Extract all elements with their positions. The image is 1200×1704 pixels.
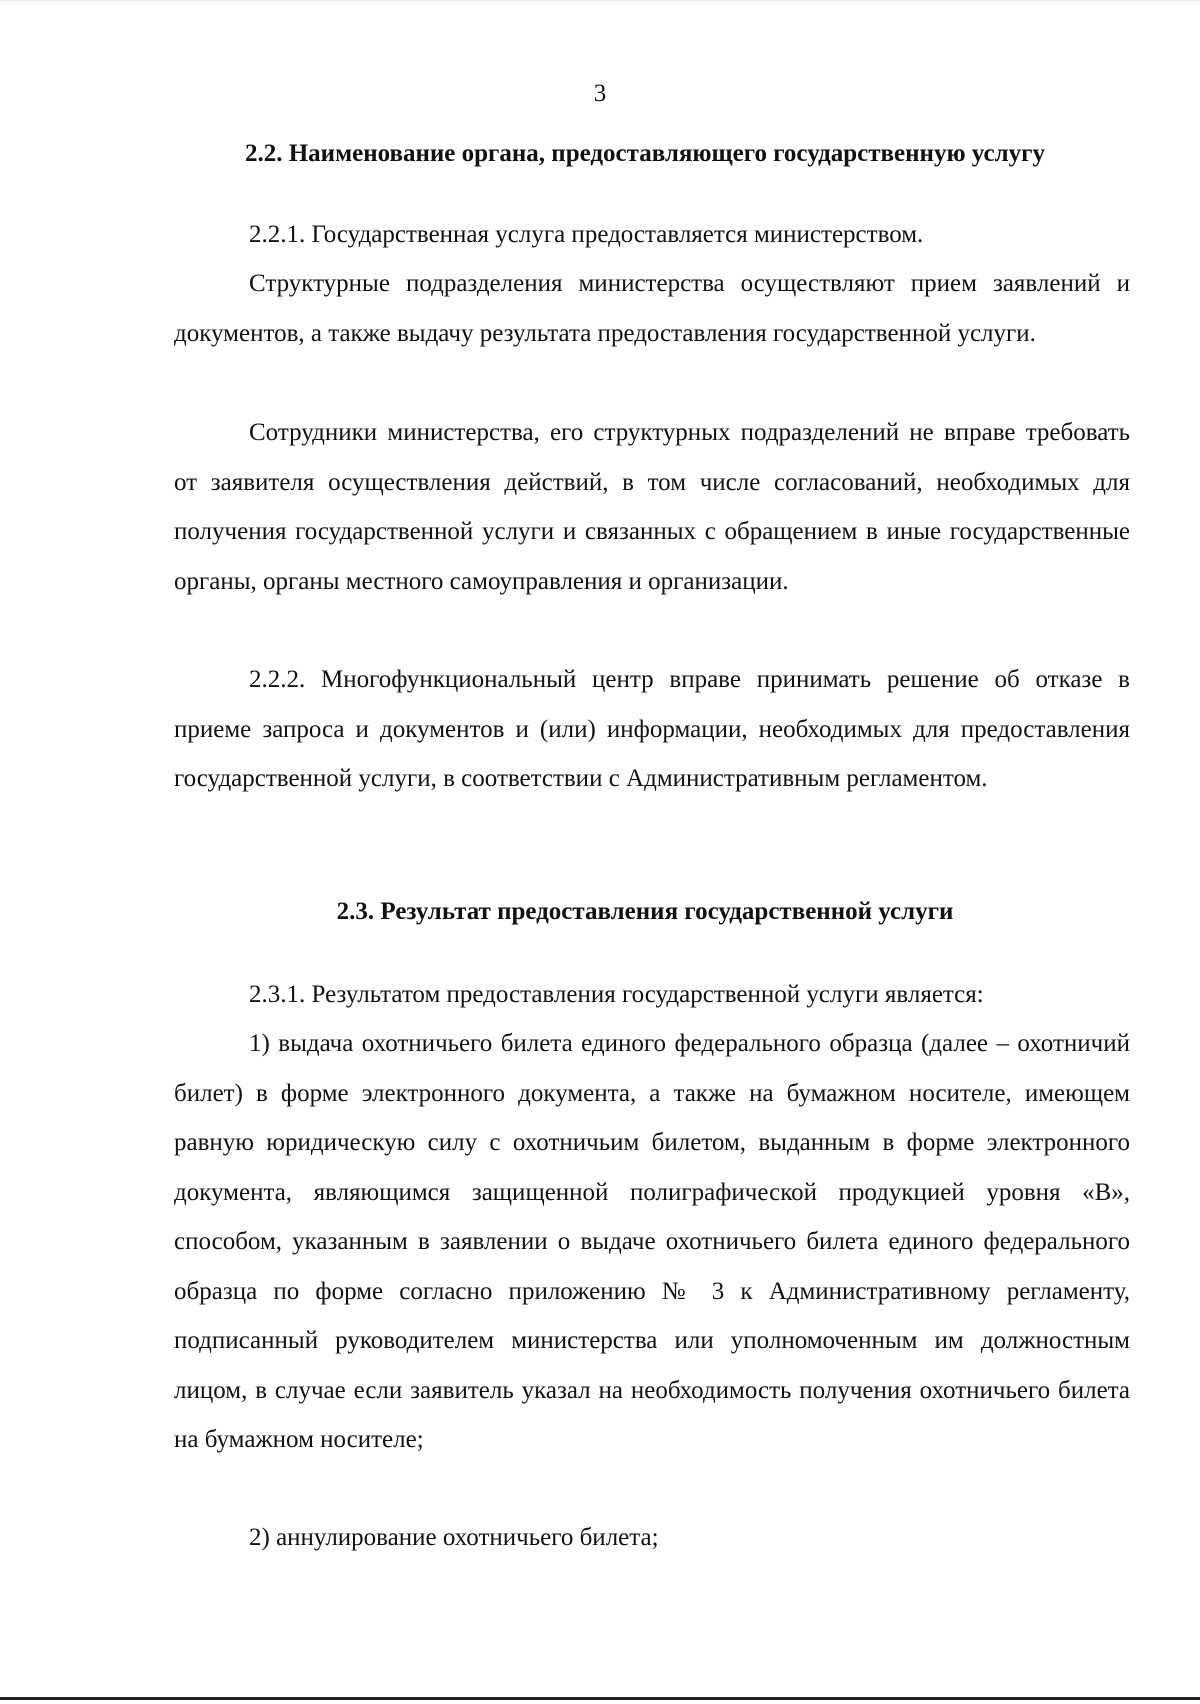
list-item-1: 1) выдача охотничьего билета единого федерального образца (далее – охотничий билет) в форме электронного документа, а также на бумажном носителе, имеющем равную юридическую силу с охотничьим билетом, выданным в форме электронного документа, являющимся защищенной полиграфической продукцией уровня «В», способом, указанным в заявлении о выдаче охотничьего билета единого федерального образца по форме согласно приложению № 3 к Административному регламенту, подписанный руководителем министерства или уполномоченным им должностным лицом, в случае если заявитель указал на необходимость получения охотничьего билета на бумажном носителе; — [174, 1030, 1130, 1453]
section-heading-2-2: 2.2. Наименование органа, предоставляющего государственную услугу — [244, 140, 1046, 167]
paragraph-2-2-2: 2.2.2. Многофункциональный центр вправе принимать решение об отказе в приеме запроса и документов и (или) информации, необходимых для предоставления государственной услуги, в соответствии с Административным регламентом. — [174, 666, 1130, 792]
paragraph-2-3-1: 2.3.1. Результатом предоставления государственной услуги является: — [249, 981, 984, 1008]
scan-edge — [0, 0, 1200, 2]
paragraph-2-2-1: 2.2.1. Государственная услуга предоставляется министерством. — [249, 221, 924, 248]
section-heading-2-3: 2.3. Результат предоставления государственной услуги — [336, 898, 954, 925]
paragraph-structural-units: Структурные подразделения министерства осуществляют прием заявлений и документов, а также выдачу результата предоставления государственной услуги. — [174, 270, 1130, 347]
scan-bottom-border — [0, 1697, 1200, 1700]
paragraph-employees-restriction: Сотрудники министерства, его структурных подразделений не вправе требовать от заявителя осуществления действий, в том числе согласований, необходимых для получения государственной услуги и связанных с обращением в иные государственные органы, органы местного самоуправления и организации. — [174, 419, 1130, 595]
page-number: 3 — [593, 80, 607, 107]
list-item-2: 2) аннулирование охотничьего билета; — [249, 1524, 659, 1551]
